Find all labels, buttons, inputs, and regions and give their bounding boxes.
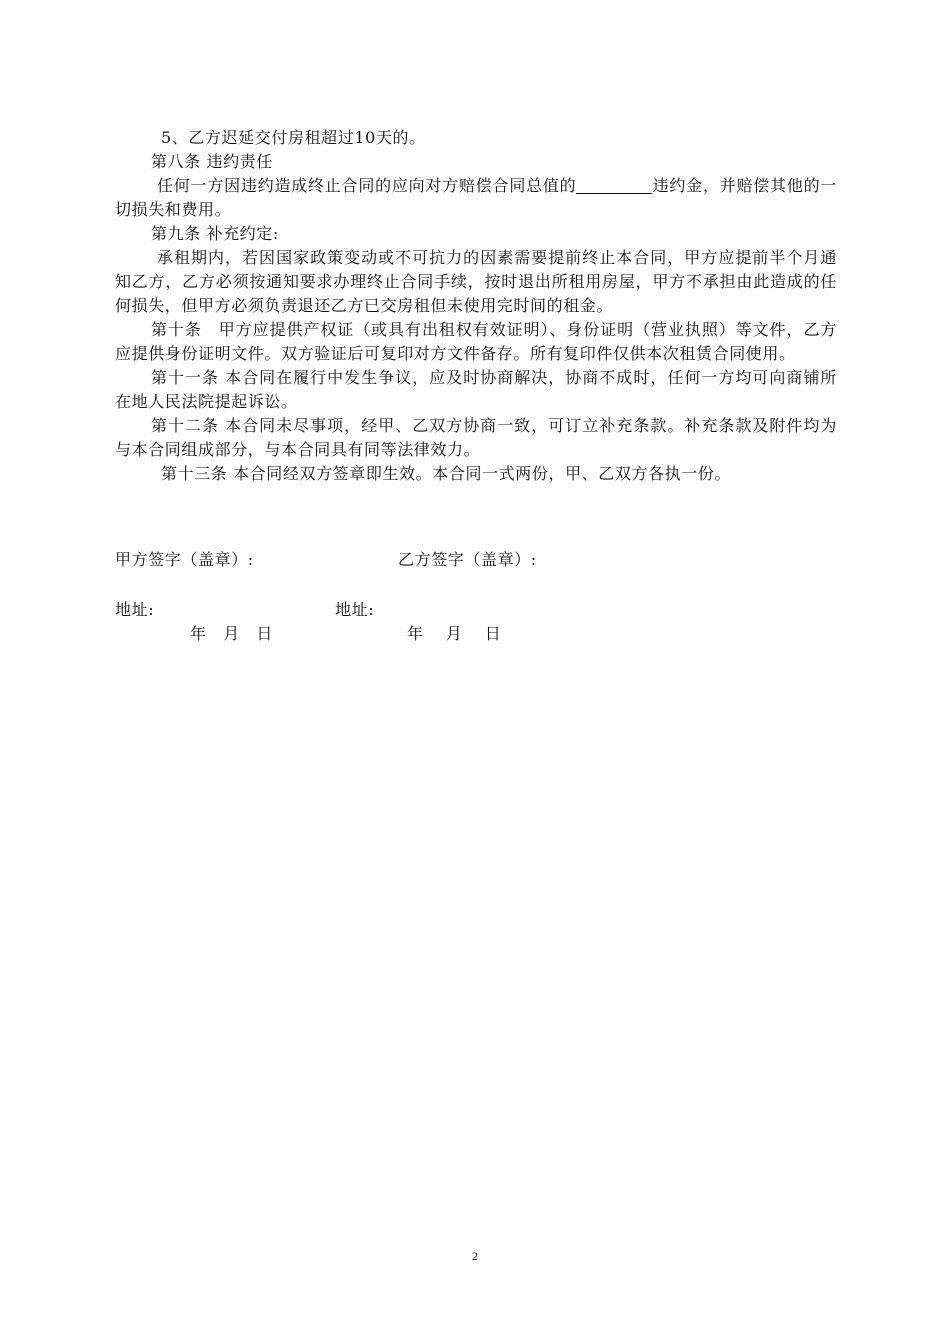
article-13: 第十三条 本合同经双方签章即生效。本合同一式两份，甲、乙双方各执一份。	[161, 464, 732, 483]
contract-body	[115, 126, 837, 486]
clause-item-5: 5、乙方迟延交付房租超过10天的。	[161, 128, 426, 147]
party-b-signature-label: 乙方签字（盖章）:	[398, 550, 537, 569]
page-number: 2	[472, 1249, 478, 1263]
party-a-date: 年 月 日	[190, 624, 274, 643]
article-8-text-after: 违约金，并赔偿其他的一切损失和费用。	[115, 176, 837, 219]
party-b-date: 年 月 日	[407, 624, 502, 643]
party-b-address-label: 地址:	[335, 600, 375, 619]
party-a-address-label: 地址:	[115, 600, 155, 619]
article-8-title: 第八条 违约责任	[151, 152, 273, 171]
article-9-title: 第九条 补充约定:	[151, 224, 279, 243]
article-8-text-before: 任何一方因违约造成终止合同的应向对方赔偿合同总值的	[157, 176, 577, 195]
article-11: 第十一条 本合同在履行中发生争议，应及时协商解决，协商不成时，任何一方均可向商铺所在地人民法院提起诉讼。	[115, 368, 837, 411]
article-9-text: 承租期内，若因国家政策变动或不可抗力的因素需要提前终止本合同，甲方应提前半个月通知乙方，乙方必须按通知要求办理终止合同手续，按时退出所租用房屋，甲方不承担由此造成的任何损失，但甲方必须负责退还乙方已交房租但未使用完时间的租金。	[115, 248, 837, 315]
article-12: 第十二条 本合同未尽事项，经甲、乙双方协商一致，可订立补充条款。补充条款及附件均为与本合同组成部分，与本合同具有同等法律效力。	[115, 416, 837, 459]
article-8-text	[115, 174, 837, 222]
article-10: 第十条 甲方应提供产权证（或具有出租权有效证明）、身份证明（营业执照）等文件，乙方应提供身份证明文件。双方验证后可复印对方文件备存。所有复印件仅供本次租赁合同使用。	[115, 320, 837, 363]
penalty-blank-field	[576, 177, 652, 194]
party-a-signature-label: 甲方签字（盖章）:	[115, 550, 254, 569]
